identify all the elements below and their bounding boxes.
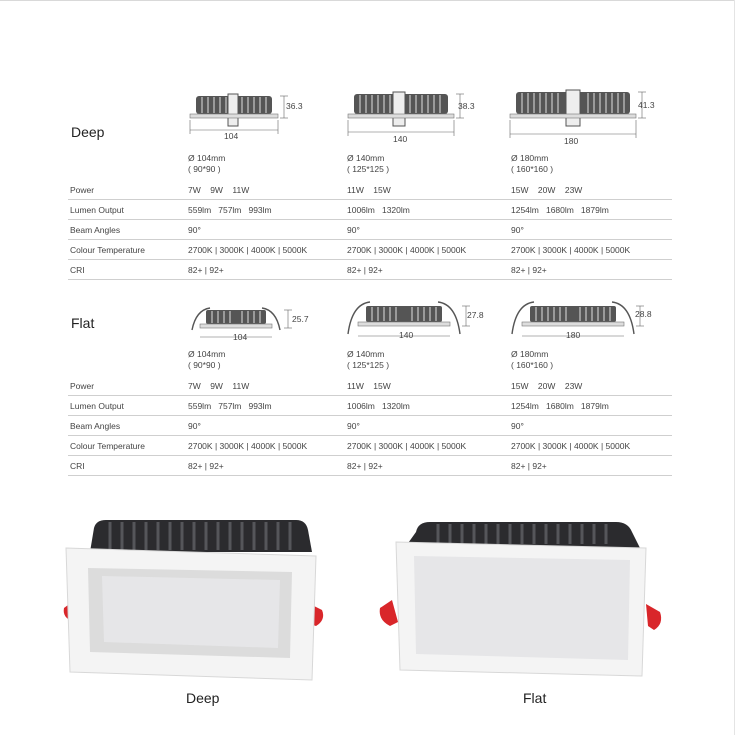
section-title-deep: Deep [71,124,105,140]
row-label: CRI [70,461,85,471]
table-cell: 2700K | 3000K | 4000K | 5000K [511,245,631,255]
table-cell: 82+ | 92+ [347,265,383,275]
flat-height-dim-140: 27.8 [467,310,484,320]
table-cell: 2700K | 3000K | 4000K | 5000K [347,245,467,255]
deep-downlight-photo [60,512,330,687]
deep-width-dim-104: 104 [224,131,239,141]
table-cell: 15W 20W 23W [511,185,583,195]
table-cell: 2700K | 3000K | 4000K | 5000K [188,441,308,451]
flat-width-dim-180: 180 [566,330,581,340]
table-cell: 90° [188,225,201,235]
table-cell: 82+ | 92+ [511,265,547,275]
table-cell: 82+ | 92+ [188,461,224,471]
table-cell: 1254lm 1680lm 1879lm [511,401,609,411]
row-label: Colour Temperature [70,245,145,255]
row-label: Colour Temperature [70,441,145,451]
cutout-label: ( 90*90 ) [188,360,221,370]
table-cell: 1006lm 1320lm [347,401,410,411]
table-cell: 82+ | 92+ [188,265,224,275]
deep-width-dim-180: 180 [564,136,579,146]
deep-width-dim-140: 140 [393,134,408,144]
flat-size-104 [188,349,225,371]
deep-height-dim-140: 38.3 [458,101,475,111]
flat-spec-table [68,376,672,476]
table-row [68,436,672,456]
deep-size-104 [188,153,225,175]
cutout-label: ( 125*125 ) [347,360,390,370]
deep-spec-table [68,180,672,280]
deep-dimension-diagram-104 [188,88,298,146]
table-cell: 559lm 757lm 993lm [188,205,272,215]
diameter-label: Ø 180mm [511,349,549,359]
diameter-label: Ø 140mm [347,153,385,163]
flat-height-dim-180: 28.8 [635,309,652,319]
table-cell: 82+ | 92+ [511,461,547,471]
diameter-label: Ø 104mm [188,349,226,359]
table-cell: 1006lm 1320lm [347,205,410,215]
table-row [68,240,672,260]
diameter-label: Ø 104mm [188,153,226,163]
flat-width-dim-104: 104 [233,332,248,342]
table-row [68,456,672,476]
table-cell: 2700K | 3000K | 4000K | 5000K [188,245,308,255]
table-cell: 1254lm 1680lm 1879lm [511,205,609,215]
table-cell: 90° [511,225,524,235]
table-cell: 82+ | 92+ [347,461,383,471]
deep-size-140 [347,153,389,175]
cutout-label: ( 160*160 ) [511,360,554,370]
table-cell: 2700K | 3000K | 4000K | 5000K [347,441,467,451]
row-label: Lumen Output [70,205,124,215]
table-cell: 7W 9W 11W [188,185,250,195]
table-cell: 11W 15W [347,185,391,195]
top-border [0,0,735,1]
flat-width-dim-140: 140 [399,330,414,340]
table-cell: 90° [347,225,360,235]
flat-downlight-photo [378,512,678,687]
flat-size-140 [347,349,389,371]
section-title-flat: Flat [71,315,95,331]
deep-height-dim-180: 41.3 [638,100,655,110]
diameter-label: Ø 140mm [347,349,385,359]
table-cell: 90° [511,421,524,431]
diameter-label: Ø 180mm [511,153,549,163]
table-row [68,180,672,200]
row-label: Lumen Output [70,401,124,411]
photo-caption-flat: Flat [523,690,547,706]
table-row [68,200,672,220]
cutout-label: ( 90*90 ) [188,164,221,174]
table-row [68,416,672,436]
table-cell: 559lm 757lm 993lm [188,401,272,411]
table-cell: 90° [347,421,360,431]
table-cell: 7W 9W 11W [188,381,250,391]
table-cell: 11W 15W [347,381,391,391]
row-label: CRI [70,265,85,275]
table-cell: 15W 20W 23W [511,381,583,391]
flat-height-dim-104: 25.7 [292,314,309,324]
table-row [68,396,672,416]
deep-height-dim-104: 36.3 [286,101,303,111]
photo-caption-deep: Deep [186,690,220,706]
table-cell: 2700K | 3000K | 4000K | 5000K [511,441,631,451]
table-row [68,220,672,240]
deep-size-180 [511,153,553,175]
row-label: Beam Angles [70,421,121,431]
cutout-label: ( 160*160 ) [511,164,554,174]
table-row [68,376,672,396]
table-cell: 90° [188,421,201,431]
flat-size-180 [511,349,553,371]
cutout-label: ( 125*125 ) [347,164,390,174]
row-label: Beam Angles [70,225,121,235]
table-row [68,260,672,280]
row-label: Power [70,381,95,391]
row-label: Power [70,185,95,195]
